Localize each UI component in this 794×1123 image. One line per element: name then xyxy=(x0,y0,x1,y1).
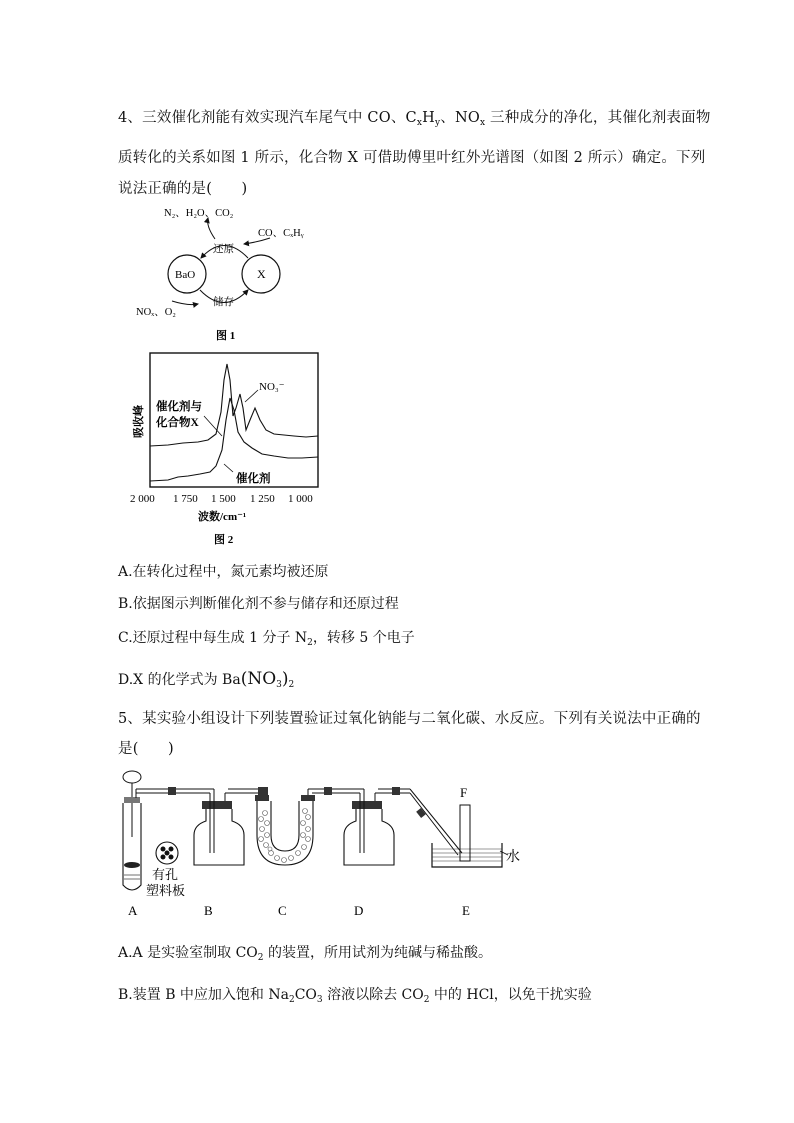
nitrate-peak-label: NO₃⁻ xyxy=(259,381,285,393)
y-axis-label: 吸收峰 xyxy=(133,405,145,438)
products-arrow xyxy=(208,218,215,239)
bao-node-label: BaO xyxy=(175,269,196,281)
apparatus-d-bottle xyxy=(344,787,410,865)
label-plate-line1: 有孔 xyxy=(152,867,179,882)
figure-2-caption: 图 2 xyxy=(214,534,234,546)
label-d: D xyxy=(354,903,364,918)
q4-option-d: D.X 的化学式为 $Ba(NO_3)_2$ xyxy=(118,669,295,690)
q4-option-a: A.在转化过程中，氮元素均被还原 xyxy=(118,564,329,580)
storage-label: 储存 xyxy=(213,297,234,308)
q4-line-2: 质转化的关系如图 1 所示，化合物 X 可借助傅里叶红外光谱图（如图 2 所示）确定。下列 xyxy=(118,150,706,166)
perforated-plate-icon xyxy=(156,842,178,864)
x-axis-label: 波数/cm⁻¹ xyxy=(198,511,247,523)
top-products-label: N₂、H₂O、CO₂ xyxy=(164,208,234,219)
upper-curve-label-1: 催化剂与 xyxy=(156,401,202,413)
q5-option-b: B.装置 B 中应加入饱和 $Na_2CO_3$ 溶液以除去 $CO_2$ 中的 HCl，以免干扰实验 xyxy=(118,987,592,1005)
label-water: 水 xyxy=(506,850,520,865)
figure-1-cycle-diagram xyxy=(130,198,330,348)
x-tick-1250: 1 250 xyxy=(250,493,275,505)
label-e: E xyxy=(462,903,470,918)
label-a: A xyxy=(128,903,138,918)
label-c: C xyxy=(278,903,287,918)
x-tick-1500: 1 500 xyxy=(211,493,236,505)
label-b: B xyxy=(204,903,213,918)
lower-curve-label: 催化剂 xyxy=(236,473,271,485)
x-tick-2000: 2 000 xyxy=(130,493,155,505)
label-f: F xyxy=(460,785,468,800)
top-right-reactants-label: CO、CₓHᵧ xyxy=(258,228,304,239)
bottom-left-reactants-label: NOₓ、O₂ xyxy=(136,307,176,318)
apparatus-e-trough xyxy=(410,789,508,867)
q4-line-3: 说法正确的是( ) xyxy=(118,181,248,197)
q5-option-a: A.A 是实验室制取 $CO_2$ 的装置，所用试剂为纯碱与稀盐酸。 xyxy=(118,945,492,963)
nox-in-arrow xyxy=(172,301,198,305)
apparatus-b-bottle xyxy=(194,789,262,865)
reduction-label: 还原 xyxy=(213,244,234,255)
q4-line-1: 4、三效催化剂能有效实现汽车尾气中 CO、$C_xH_y$、$NO_x$ 三种成分的净化，其催化剂表面物 xyxy=(118,110,711,128)
q4-option-b: B.依据图示判断催化剂不参与储存和还原过程 xyxy=(118,596,399,612)
figure-2-ir-spectrum xyxy=(128,350,328,550)
label-plate-line2: 塑料板 xyxy=(146,883,186,898)
upper-curve-label-2: 化合物X xyxy=(156,417,199,429)
figure-1-caption: 图 1 xyxy=(216,330,236,342)
q4-option-c: C.还原过程中每生成 1 分子 $N_2$，转移 5 个电子 xyxy=(118,630,415,648)
x-node-label: X xyxy=(257,267,266,281)
x-tick-1000: 1 000 xyxy=(288,493,313,505)
x-tick-1750: 1 750 xyxy=(173,493,198,505)
apparatus-diagram xyxy=(110,765,540,925)
q5-line-1: 5、某实验小组设计下列装置验证过氧化钠能与二氧化碳、水反应。下列有关说法中正确的 xyxy=(118,711,701,727)
q5-line-2: 是( ) xyxy=(118,741,174,757)
